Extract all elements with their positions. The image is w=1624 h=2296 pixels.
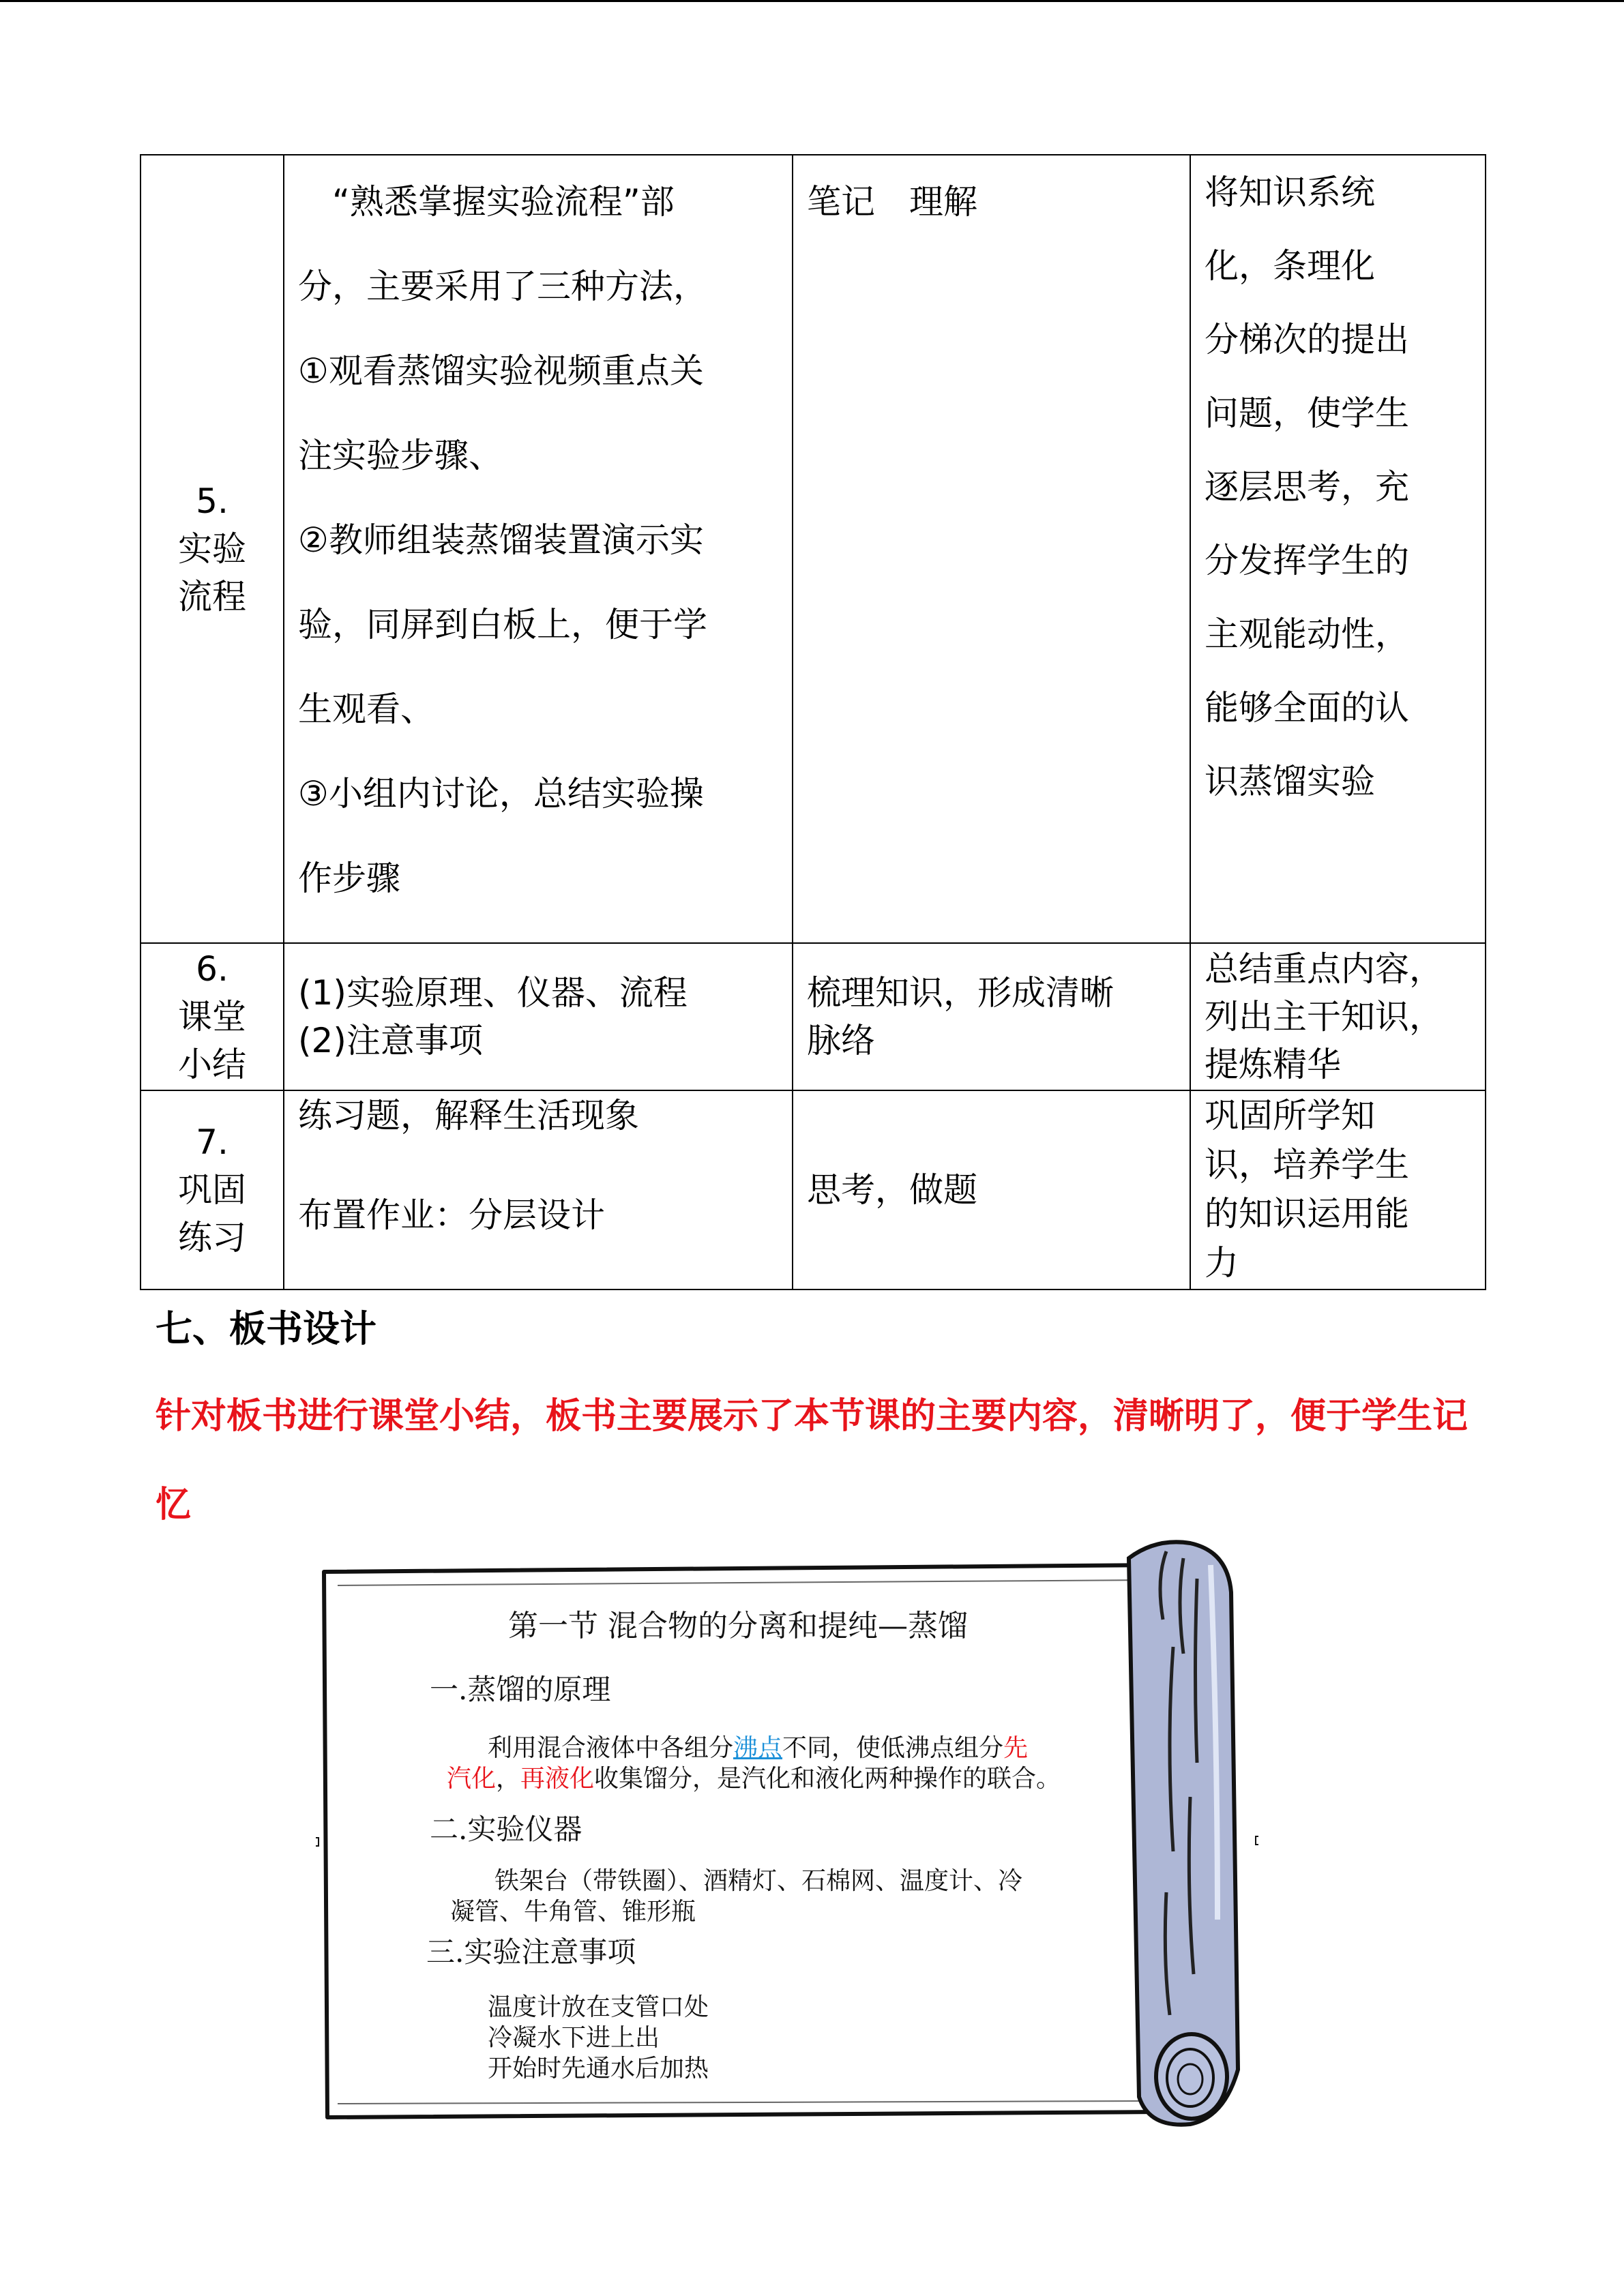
stage-number: 6. <box>196 949 228 989</box>
board-text: 铁架台（带铁圈）、酒精灯、石棉网、温度计、冷 <box>494 1867 1023 1895</box>
intent-line: 主观能动性， <box>1205 614 1409 654</box>
stage-cell <box>141 1090 284 1289</box>
top-rule <box>0 0 1624 2</box>
student-activity-cell <box>793 155 1190 943</box>
board-heading: 三.实验注意事项 <box>426 1935 636 1969</box>
board-design <box>331 1568 1149 2114</box>
board-note: 温度计放在支管口处 <box>488 1993 709 2021</box>
intent-line: 提炼精华 <box>1205 1045 1341 1084</box>
student-activity: 笔记 理解 <box>807 182 977 222</box>
student-activity: 脉络 <box>807 1021 875 1060</box>
intent-line: 列出主干知识， <box>1205 997 1443 1037</box>
table-row <box>141 943 1486 1090</box>
board-heading: 一.蒸馏的原理 <box>430 1673 611 1706</box>
blackboard-scroll-image <box>310 1538 1262 2141</box>
intent-cell <box>1190 155 1486 943</box>
content-cell <box>284 943 793 1090</box>
keyword-boiling-point: 沸点 <box>733 1734 783 1762</box>
student-activity: 梳理知识，形成清晰 <box>807 973 1114 1013</box>
board-title: 第一节 混合物的分离和提纯—蒸馏 <box>508 1609 968 1643</box>
board-note: 开始时先通水后加热 <box>488 2055 709 2083</box>
board-text: 汽化，再液化收集馏分，是汽化和液化两种操作的联合。 <box>447 1765 1061 1793</box>
intent-line: 逐层思考，充 <box>1205 467 1409 507</box>
board-heading: 二.实验仪器 <box>430 1813 582 1846</box>
student-activity-cell <box>793 1090 1190 1289</box>
section-heading: 七、板书设计 <box>156 1307 377 1350</box>
intent-line: 能够全面的认 <box>1205 688 1409 728</box>
intent-line: 总结重点内容， <box>1205 949 1443 989</box>
intent-line: 问题，使学生 <box>1205 393 1409 433</box>
highlight-note: 针对板书进行课堂小结，板书主要展示了本节课的主要内容，清晰明了，便于学生记忆 <box>156 1396 1468 1525</box>
content-line: 验，同屏到白板上，便于学 <box>298 605 707 644</box>
keyword-liquefy: 再液化 <box>520 1765 595 1793</box>
stage-cell <box>141 943 284 1090</box>
intent-cell <box>1190 943 1486 1090</box>
intent-line: 的知识运用能 <box>1205 1194 1409 1234</box>
lesson-plan-table <box>140 154 1486 1290</box>
intent-line: 巩固所学知 <box>1205 1096 1375 1135</box>
content-line: 分，主要采用了三种方法， <box>298 267 707 306</box>
stage-label: 实验 <box>178 529 246 569</box>
board-text: 利用混合液体中各组分沸点不同，使低沸点组分先 <box>488 1734 1029 1762</box>
intent-line: 识，培养学生 <box>1205 1145 1409 1184</box>
stage-label: 练习 <box>178 1218 246 1257</box>
content-line: 布置作业：分层设计 <box>298 1195 605 1235</box>
intent-line: 分发挥学生的 <box>1205 541 1409 580</box>
content-cell <box>284 155 793 943</box>
stage-label: 巩固 <box>178 1170 246 1210</box>
intent-line: 力 <box>1205 1243 1239 1283</box>
intent-line: 分梯次的提出 <box>1205 320 1409 359</box>
content-line: ③小组内讨论，总结实验操 <box>298 774 704 814</box>
stage-label: 流程 <box>178 577 246 616</box>
intent-line: 将知识系统 <box>1205 173 1375 212</box>
content-line: 注实验步骤、 <box>298 436 503 475</box>
student-activity-cell <box>793 943 1190 1090</box>
keyword-vaporize: 汽化 <box>447 1765 497 1793</box>
content-line: ①观看蒸馏实验视频重点关 <box>298 351 704 391</box>
intent-line: 化，条理化 <box>1205 246 1375 286</box>
board-note: 冷凝水下进上出 <box>488 2024 660 2052</box>
content-line: 生观看、 <box>298 689 434 729</box>
stage-cell <box>141 155 284 943</box>
stage-label: 小结 <box>178 1045 246 1084</box>
keyword-first: 先 <box>1003 1734 1029 1762</box>
content-line: (1)实验原理、仪器、流程 <box>298 973 688 1013</box>
table-row <box>141 155 1486 943</box>
table-row <box>141 1090 1486 1289</box>
content-line: (2)注意事项 <box>298 1021 483 1060</box>
stage-number: 5. <box>196 481 228 521</box>
stage-label: 课堂 <box>178 997 246 1037</box>
board-text: 凝管、牛角管、锥形瓶 <box>450 1898 696 1926</box>
intent-line: 识蒸馏实验 <box>1205 762 1375 801</box>
content-cell <box>284 1090 793 1289</box>
content-line: 练习题，解释生活现象 <box>298 1096 639 1135</box>
intent-cell <box>1190 1090 1486 1289</box>
content-line: “熟悉掌握实验流程”部 <box>332 182 675 222</box>
content-line: 作步骤 <box>298 859 400 898</box>
student-activity: 思考，做题 <box>807 1170 977 1210</box>
content-line: ②教师组装蒸馏装置演示实 <box>298 520 704 560</box>
stage-number: 7. <box>196 1122 228 1162</box>
